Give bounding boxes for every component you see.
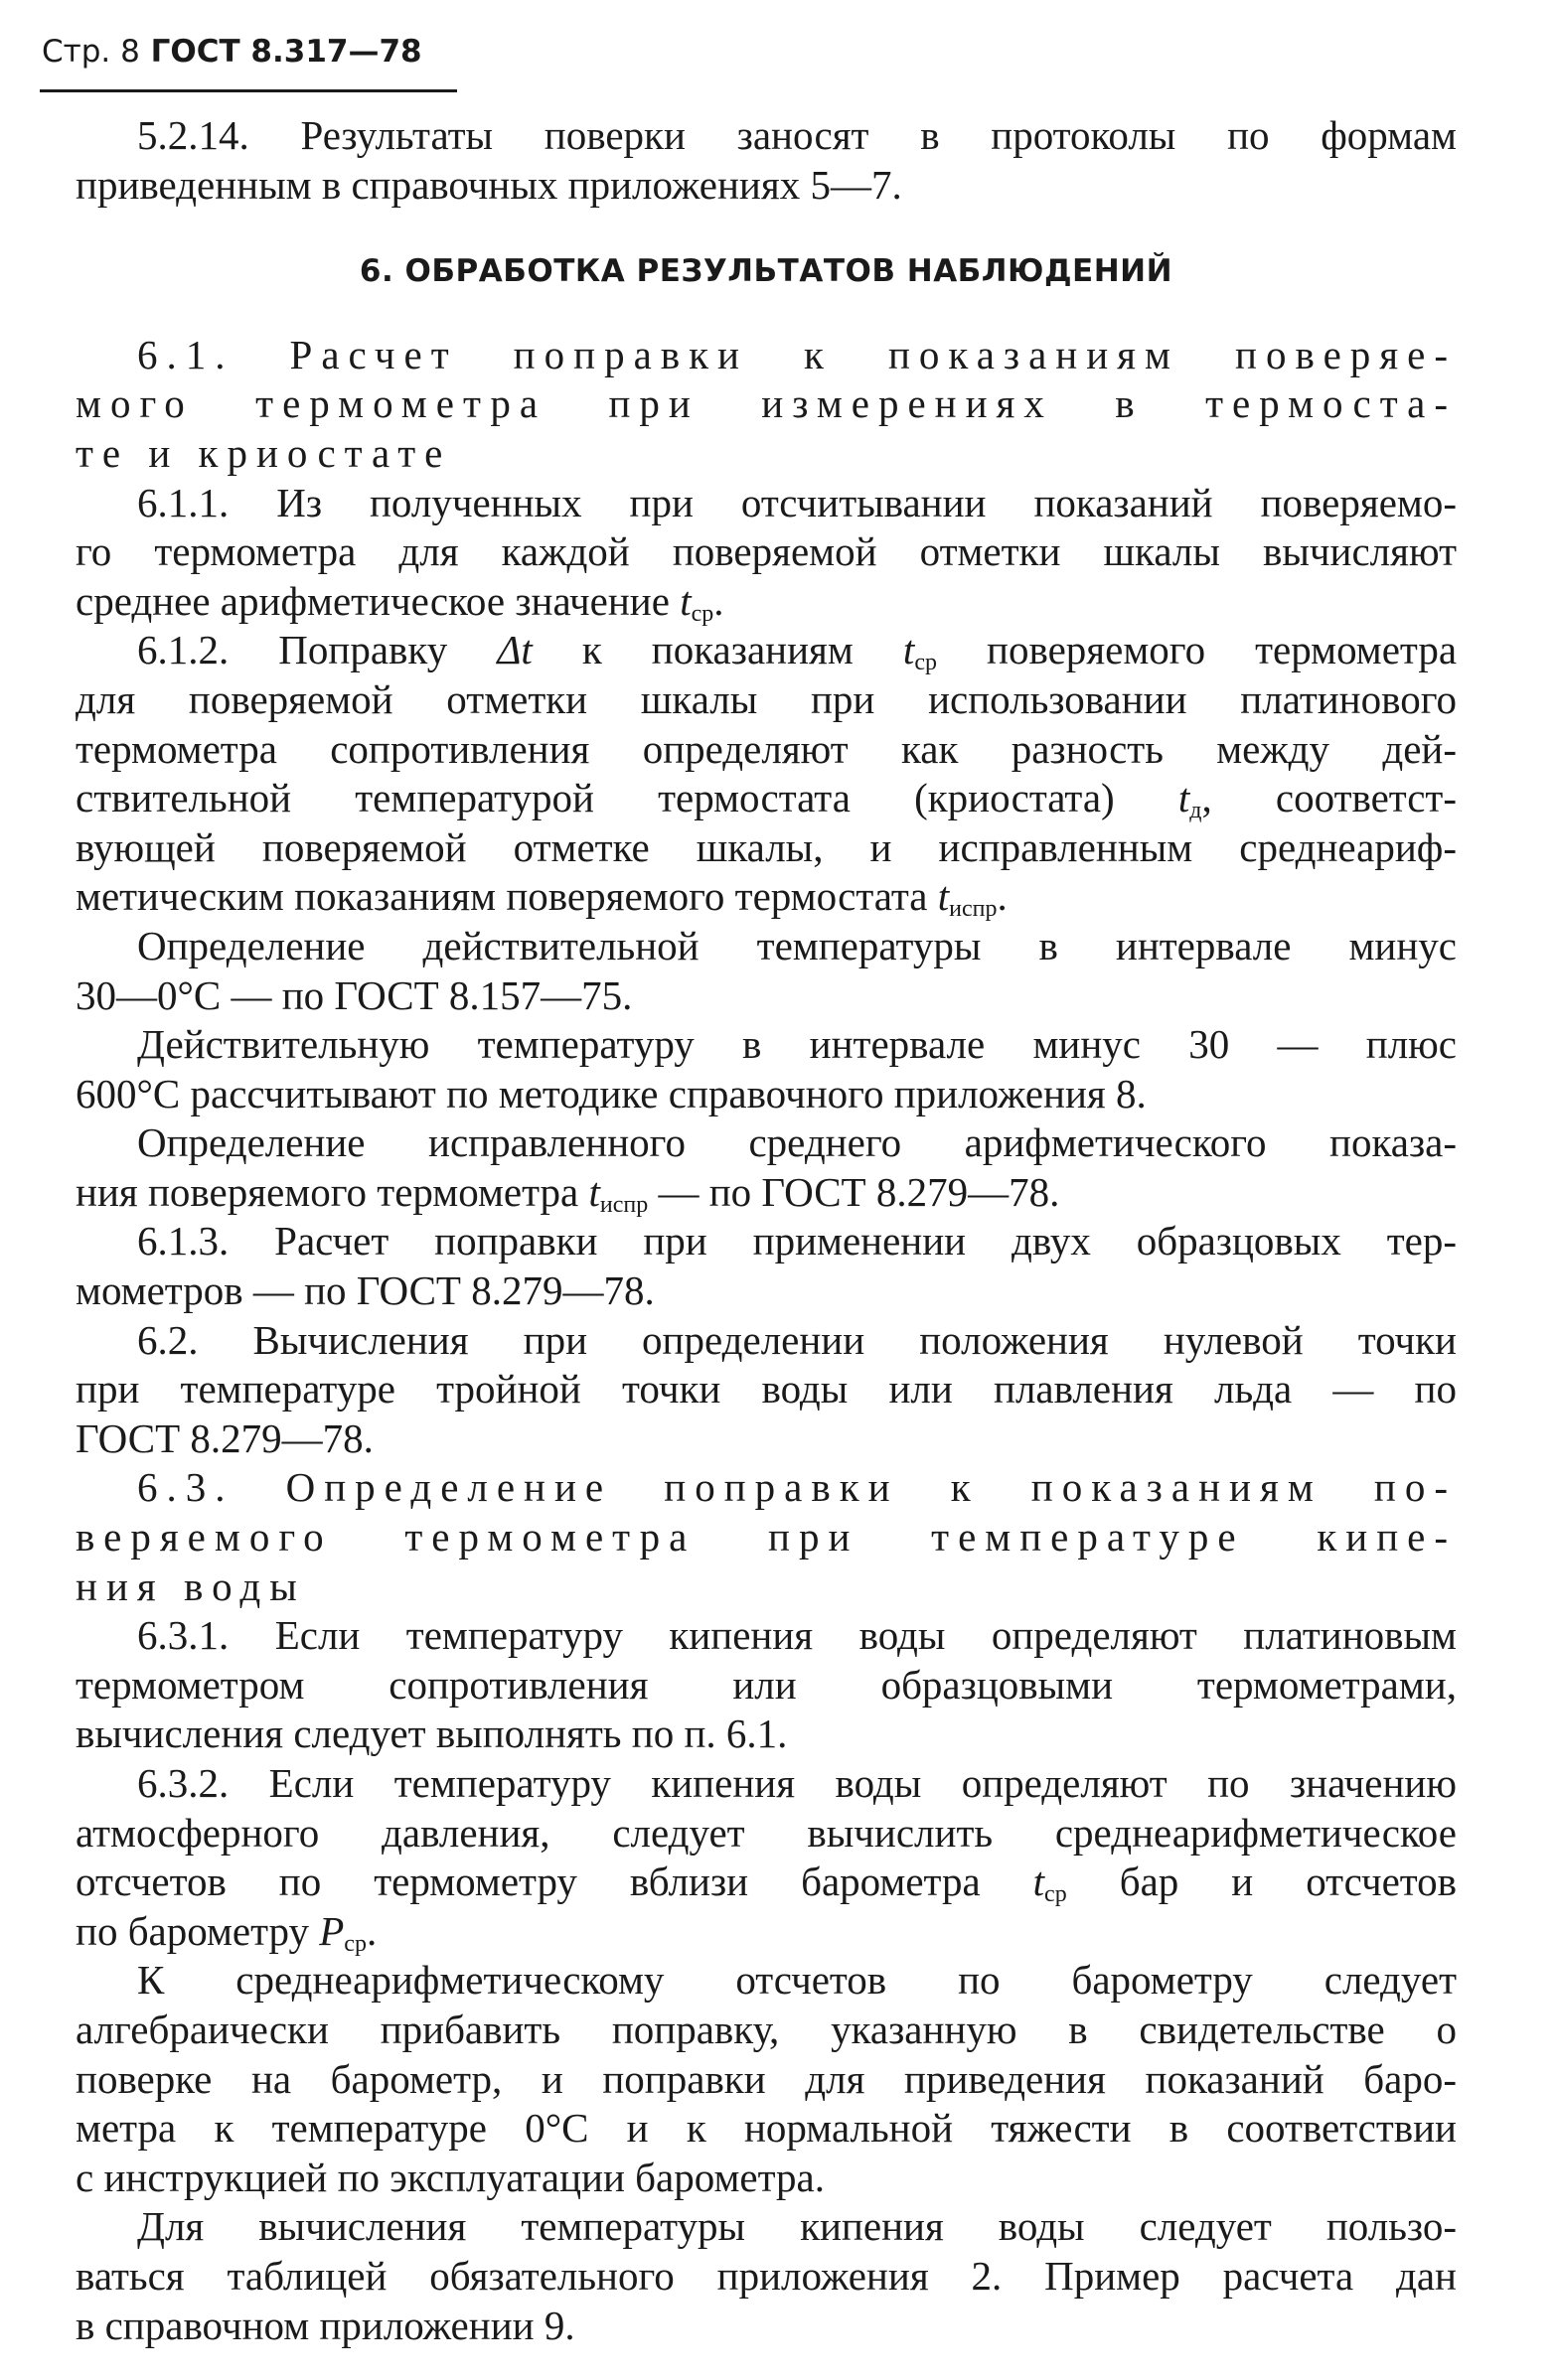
subsection-title-6-1: [76, 331, 1457, 479]
text-span: по барометру: [76, 1907, 309, 1954]
text-line: 6.1. Расчет поправки к показаниям поверяе-: [137, 331, 1457, 377]
text-line: [76, 1168, 1457, 1218]
symbol-t: t: [1177, 775, 1190, 821]
text-line: вычисления следует выполнять по п. 6.1.: [76, 1711, 788, 1757]
paragraph-6-1-1: [76, 479, 1457, 627]
subscript-cp: ср: [344, 1930, 367, 1957]
text-line: при температуре тройной точки воды или плавления льда — по: [76, 1366, 1457, 1413]
paragraph-definition-2: [76, 1020, 1457, 1118]
text-span: метическим показаниям поверяемого термостата: [76, 873, 928, 920]
page-number: Стр. 8: [42, 34, 140, 70]
text-line: мометров — по ГОСТ 8.279—78.: [76, 1267, 655, 1314]
symbol-p: P: [319, 1907, 345, 1954]
text-line: среднее арифметическое значение $t_{ср}$.: [76, 577, 724, 627]
paragraph-barometer: [76, 1956, 1457, 2202]
body-text: [76, 111, 1457, 2350]
symbol-t: t: [680, 577, 692, 624]
text-line: Определение исправленного среднего арифметического показа-: [137, 1119, 1457, 1166]
text-span: ния поверяемого термометра: [76, 1168, 579, 1215]
text-line: с инструкцией по эксплуатации барометра.: [76, 2154, 825, 2200]
paragraph-5-2-14: [76, 111, 1457, 210]
text-line: го термометра для каждой поверяемой отметки шкалы вычисляют: [76, 528, 1457, 575]
paragraph-6-1-3: [76, 1217, 1457, 1315]
subscript-ispr: испр: [949, 896, 998, 923]
symbol-t: t: [588, 1168, 600, 1215]
text-line: 6.3. Определение поправки к показаниям по-: [137, 1464, 1457, 1511]
text-line: [76, 1858, 1457, 1907]
text-line: по барометру $P_{ср}$.: [76, 1907, 378, 1957]
text-line: 30—0°С — по ГОСТ 8.157—75.: [76, 971, 633, 1018]
text-line: вующей поверяемой отметке шкалы, и исправленным среднеариф-: [76, 823, 1457, 870]
symbol-delta-t: Δt: [497, 627, 533, 673]
text-line: 6.3.2. Если температуру кипения воды определяют по значению: [137, 1760, 1457, 1806]
text-line: ГОСТ 8.279—78.: [76, 1414, 374, 1461]
text-line: ния воды: [76, 1562, 306, 1609]
text-line: 5.2.14. Результаты поверки заносят в протоколы по формам: [137, 112, 1457, 158]
paragraph-6-3-1: [76, 1611, 1457, 1759]
text-line: 6.1.3. Расчет поправки при применении двух образцовых тер-: [137, 1218, 1457, 1264]
running-head: [42, 34, 422, 70]
text-line: поверке на барометр, и поправки для приведения показаний баро-: [76, 2055, 1457, 2102]
section-heading: 6. ОБРАБОТКА РЕЗУЛЬТАТОВ НАБЛЮДЕНИЙ: [359, 253, 1173, 290]
text-line: метра к температуре 0°С и к нормальной тяжести в соответствии: [76, 2105, 1457, 2152]
paragraph-definition-3: [76, 1118, 1457, 1217]
text-span: среднее арифметическое значение: [76, 577, 670, 624]
text-line: мого термометра при измерениях в термоста-: [76, 380, 1457, 427]
text-line: [76, 774, 1457, 823]
text-line: для поверяемой отметки шкалы при использовании платинового: [76, 675, 1457, 722]
text-line: Для вычисления температуры кипения воды следует пользо-: [137, 2203, 1457, 2250]
text-span: — по ГОСТ 8.279—78.: [658, 1168, 1060, 1215]
text-span: к показаниям: [581, 627, 854, 673]
symbol-t: t: [1032, 1859, 1045, 1905]
paragraph-6-2: [76, 1316, 1457, 1464]
paragraph-definition-1: [76, 922, 1457, 1020]
subscript-d: д: [1189, 798, 1202, 824]
text-line: 6.1.1. Из полученных при отсчитывании показаний поверяемо-: [137, 479, 1457, 525]
subscript-ispr: испр: [599, 1191, 649, 1218]
text-span: бар и отсчетов: [1119, 1859, 1457, 1905]
subscript-cp: ср: [1044, 1881, 1067, 1908]
text-line: термометром сопротивления или образцовыми термометрами,: [76, 1661, 1457, 1708]
text-line: термометра сопротивления определяют как разность между дей-: [76, 725, 1457, 772]
paragraph-6-1-2: [76, 626, 1457, 922]
text-span: , соответст-: [1201, 775, 1457, 821]
text-line: ваться таблицей обязательного приложения 2. Пример расчета дан: [76, 2252, 1457, 2299]
text-line: 6.3.1. Если температуру кипения воды определяют платиновым: [137, 1612, 1457, 1659]
header-rule: [40, 89, 457, 92]
text-span: отсчетов по термометру вблизи барометра: [76, 1859, 981, 1905]
standard-number: ГОСТ 8.317—78: [150, 34, 422, 70]
text-line: Определение действительной температуры в интервале минус: [137, 922, 1457, 968]
paragraph-last: [76, 2202, 1457, 2350]
text-line: алгебраически прибавить поправку, указанную в свидетельстве о: [76, 2006, 1457, 2052]
text-span: поверяемого термометра: [987, 627, 1458, 673]
text-line: в справочном приложении 9.: [76, 2302, 575, 2348]
paragraph-6-3-2: [76, 1759, 1457, 1956]
text-line: приведенным в справочных приложениях 5—7.: [76, 161, 902, 208]
text-line: Действительную температуру в интервале минус 30 — плюс: [137, 1021, 1457, 1068]
subscript-cp: ср: [691, 600, 714, 627]
text-line: метическим показаниям поверяемого термостата $t_{испр}$.: [76, 873, 1008, 923]
subsection-title-6-3: [76, 1463, 1457, 1611]
text-line: веряемого термометра при температуре кипе-: [76, 1514, 1457, 1561]
symbol-t: t: [937, 873, 950, 920]
text-line: 6.2. Вычисления при определении положения нулевой точки: [137, 1316, 1457, 1363]
text-span: 6.1.2. Поправку: [137, 627, 448, 673]
text-line: 600°С рассчитывают по методике справочного приложения 8.: [76, 1070, 1147, 1116]
text-line: атмосферного давления, следует вычислить среднеарифметическое: [76, 1809, 1457, 1856]
text-line: [76, 626, 1457, 675]
text-line: те и криостате: [76, 429, 452, 476]
text-span: ствительной температурой термостата (криостата): [76, 775, 1115, 821]
text-line: К среднеарифметическому отсчетов по барометру следует: [137, 1957, 1457, 2004]
symbol-t: t: [902, 627, 915, 673]
subscript-cp: ср: [914, 650, 937, 676]
